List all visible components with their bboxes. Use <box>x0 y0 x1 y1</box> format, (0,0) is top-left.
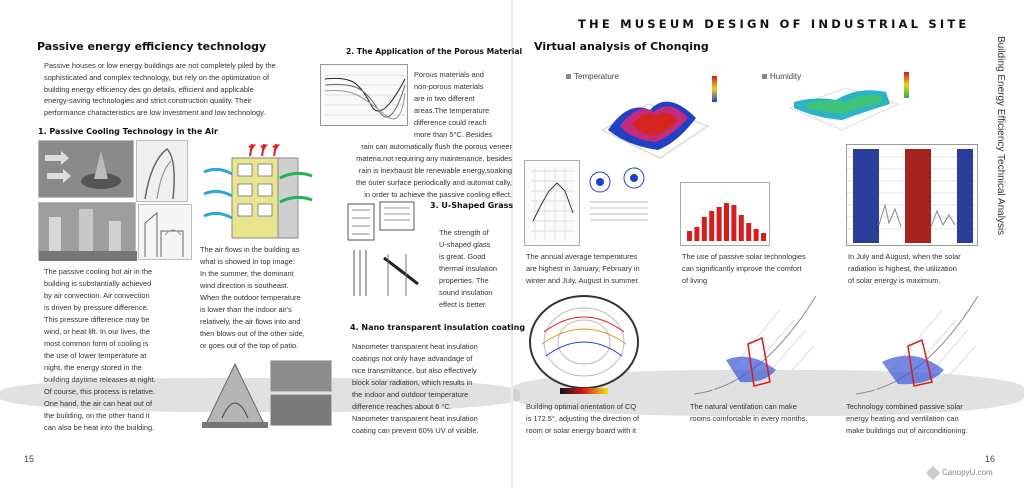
caption-line: In July and August, when the solar <box>848 252 961 261</box>
porous-line: difference could reach <box>414 118 487 127</box>
solar-bar <box>754 229 759 241</box>
porous-line: more than 5°C. Besides <box>414 130 493 139</box>
solar-bar <box>687 231 692 241</box>
legend-temperature-label: Temperature <box>574 72 619 81</box>
airflow-line: The air flows in the building as <box>200 245 300 254</box>
cooling-line: building daytime releases at night. <box>44 375 156 384</box>
porous-line: materia,not requiring any maintenance, besides <box>356 154 512 163</box>
solar-bar <box>717 207 722 241</box>
photo-structure-bottom <box>270 394 332 426</box>
porous-text-full <box>322 141 512 201</box>
watermark-text: CanopyU.com <box>942 468 993 478</box>
wind-tower-diagram <box>38 140 134 198</box>
solar-radiation-band-chart <box>846 144 978 246</box>
airflow-line: what is showed in top image: <box>200 257 295 266</box>
caption-line: rooms comfortable in every months. <box>690 414 808 423</box>
combined-psychro-chart <box>852 290 982 398</box>
caption-line: energy heating and ventilation can <box>846 414 959 423</box>
solar-bar <box>709 211 714 241</box>
side-title: Building Energy Efficiency Technical Analysis <box>995 36 1006 236</box>
cooling-line: One hand, the air can heat out of <box>44 399 153 408</box>
cooling-line: night, the energy stored in the <box>44 363 142 372</box>
nano-line: coating can prevent 60% UV of visible. <box>352 426 479 435</box>
ventilation-caption <box>690 401 840 425</box>
cooling-line: the building, on the other hand it <box>44 411 150 420</box>
porous-line: rain is inexhaust ble renewable energy,soaking <box>358 166 512 175</box>
caption-line: Building optimal orientation of CQ <box>526 402 637 411</box>
glass-line: U-shaped glass <box>439 240 491 249</box>
section-drawing <box>138 204 192 260</box>
intro-paragraph <box>44 60 334 119</box>
intro-line: sophisticated and complex technology, but rely on the optimization of <box>44 72 269 82</box>
page-number-left: 15 <box>24 454 35 464</box>
airflow-text <box>200 244 330 352</box>
wind-rose-icons <box>582 162 658 232</box>
caption-line: The natural ventilation can make <box>690 402 797 411</box>
temperature-colorbar <box>712 76 717 102</box>
caption-line: room or solar energy board with it <box>526 426 637 435</box>
solar-bar <box>694 227 699 241</box>
airflow-line: relatively, the air flows into and <box>200 317 301 326</box>
nano-line: difference reaches about 6 °C. <box>352 402 452 411</box>
nano-line: Nanometer transparent heat insulation <box>352 342 478 351</box>
combined-caption <box>846 401 1006 437</box>
caption-line: of living <box>682 276 708 285</box>
solar-bar <box>739 215 744 241</box>
intro-line: Passive houses or low energy buildings are not completely piled by the <box>44 61 276 70</box>
porous-line: in order to achieve the passive cooling effect. <box>364 190 512 199</box>
porous-line: rain can automatically flush the porous veneer <box>361 142 512 151</box>
watermark <box>928 468 993 478</box>
porous-line: Porous materials and <box>414 70 484 79</box>
caption-line: winter and July, August in summer. <box>526 276 640 285</box>
cooling-line: most common form of cooling is <box>44 339 149 348</box>
solar-bar-svg <box>681 183 771 247</box>
cooling-line: wind, or heat lift. In our lives, the <box>44 327 150 336</box>
nano-line: Nanometer transparent heat insulation <box>352 414 478 423</box>
caption-line: Technology combined passive solar <box>846 402 963 411</box>
airflow-line: is lower than the indoor air's <box>200 305 292 314</box>
intro-line: energy-saving technologies and strict construction quality. Their <box>44 96 252 106</box>
solar-bar <box>746 223 751 241</box>
orientation-sun-path-diagram <box>524 292 644 396</box>
caption-line: of solar energy is maximum. <box>848 276 941 285</box>
glass-subtitle: 3. U-Shaped Grass <box>430 201 514 210</box>
cooling-line: by air convection. Air convection <box>44 291 150 300</box>
nano-text <box>352 341 512 437</box>
passive-section-title: Passive energy efficiency technology <box>37 40 267 53</box>
porous-line-chart <box>320 64 408 126</box>
caption-line: are highest in January, February in <box>526 264 640 273</box>
glass-line: effect is better. <box>439 300 487 309</box>
solar-bar <box>702 217 707 241</box>
nano-line: block solar radiation, which results in <box>352 378 473 387</box>
porous-line: areas.The temperature <box>414 106 490 115</box>
airflow-line: or goes out of the top of patio. <box>200 341 299 350</box>
caption-line: The annual average temperatures <box>526 252 638 261</box>
virtual-analysis-title: Virtual analysis of Chonqing <box>534 40 709 53</box>
solar-bar <box>731 205 736 241</box>
nano-subtitle: 4. Nano transparent insulation coating <box>350 323 526 332</box>
porous-subtitle: 2. The Application of the Porous Material <box>346 47 523 56</box>
legend-marker-icon <box>566 74 571 79</box>
cooling-line: building is substantially achieved <box>44 279 152 288</box>
photo-structure-top <box>270 360 332 392</box>
cooling-line: the use of lower temperature at <box>44 351 147 360</box>
cooling-text <box>44 266 194 434</box>
glass-text <box>439 227 513 311</box>
wind-tower-photo <box>38 202 136 260</box>
solar-bar <box>724 203 729 241</box>
glass-line: sound insulation <box>439 288 493 297</box>
porous-text-right <box>414 69 512 141</box>
page-number-right: 16 <box>985 454 996 464</box>
airflow-line: then blows out of the other side, <box>200 329 305 338</box>
glass-line: The strength of <box>439 228 489 237</box>
cooling-line: The passive cooling hot air in the <box>44 267 153 276</box>
humidity-colorbar <box>904 72 909 98</box>
nano-line: nice transmittance, but also effectively <box>352 366 477 375</box>
porous-line: the outer surface periodically and automat cally, <box>356 178 512 187</box>
solar-caption <box>682 251 842 287</box>
u-glass-drawings <box>344 200 426 300</box>
glass-line: thermal insulation <box>439 264 497 273</box>
cooling-line: Of course, this process is relative. <box>44 387 155 396</box>
cooling-subtitle: 1. Passive Cooling Technology in the Air <box>38 127 218 136</box>
caption-line: The use of passive solar technologies <box>682 252 806 261</box>
caption-line: radiation is highest, the utilization <box>848 264 957 273</box>
july-caption <box>848 251 998 287</box>
caption-line: is 172.5°, adjusting the direction of <box>526 414 640 423</box>
nano-line: coatings not only have advandage of <box>352 354 473 363</box>
nano-line: the indoor and outdoor temperature <box>352 390 469 399</box>
cooling-line: This pressure difference may be <box>44 315 150 324</box>
glass-line: is great. Good <box>439 252 486 261</box>
airflow-line: wind direction is southeast. <box>200 281 289 290</box>
termite-mound-diagram <box>202 358 268 428</box>
intro-line: building energy efficiency des gn details, efficient and applicable <box>44 84 254 94</box>
cube-icon <box>926 466 940 480</box>
solar-bar <box>761 233 766 241</box>
porous-line: are in two different <box>414 94 475 103</box>
passive-solar-bar-chart <box>680 182 770 246</box>
caption-line: make buildings out of airconditioning. <box>846 426 968 435</box>
legend-humidity-label: Humidity <box>770 72 802 81</box>
porous-line: non-porous materials <box>414 82 484 91</box>
intro-line: performance characteristics are low investment and low technology. <box>44 108 266 118</box>
temperature-surface-plot <box>598 80 718 166</box>
ventilation-psychro-chart <box>690 290 820 398</box>
legend-marker-icon <box>762 74 767 79</box>
sketch-figure <box>136 140 188 202</box>
cooling-line: can also be heat into the building. <box>44 423 155 432</box>
airflow-line: In the summer, the dominant <box>200 269 294 278</box>
caption-line: can significantly improve the comfort <box>682 264 802 273</box>
annual-temperature-chart <box>524 160 580 246</box>
cooling-line: is driven by pressure difference. <box>44 303 149 312</box>
orientation-caption <box>526 401 686 437</box>
annual-caption <box>526 251 676 287</box>
site-title: THE MUSEUM DESIGN OF INDUSTRIAL SITE <box>578 17 970 31</box>
airflow-building-diagram <box>200 142 318 242</box>
humidity-surface-plot <box>786 78 902 148</box>
glass-line: properties. The <box>439 276 489 285</box>
airflow-line: When the outdoor temperature <box>200 293 301 302</box>
